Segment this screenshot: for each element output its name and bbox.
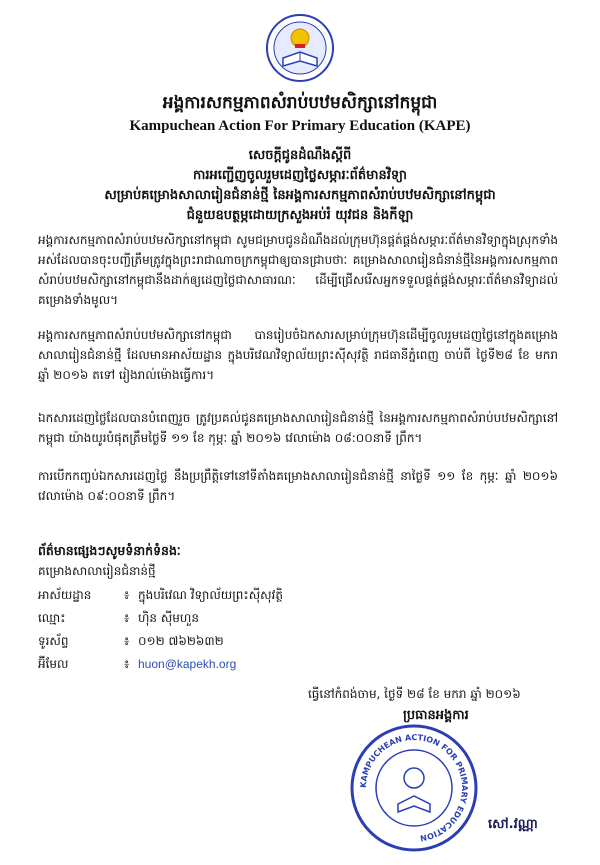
contact-value: ក្នុងបរិវេណ វិទ្យាល័យព្រះស៊ីសុវត្ថិ — [138, 588, 283, 602]
notice-title-line-4: ជំនួយឧបត្ថម្ភដោយក្រសួងអប់រំ យុវជន និងកីឡា — [186, 208, 414, 223]
contact-separator: ៖ — [124, 634, 130, 648]
contact-project-name: គម្រោងសាលារៀនជំនាន់ថ្មី — [38, 564, 156, 578]
org-name-khmer: អង្គការសកម្មភាពសំរាប់បឋមសិក្សានៅកម្ពុជា — [162, 93, 438, 113]
contact-label: ទូរស័ព្ទ — [38, 634, 69, 648]
seal-text: KAMPUCHEAN ACTION FOR PRIMARY EDUCATION — [358, 732, 470, 843]
signature: សៅ.វណ្ណា — [488, 817, 538, 832]
contact-row-email — [38, 654, 236, 674]
notice-title-line-2: ការអញ្ជើញចូលរួមដេញថ្លៃសម្ភារៈព័ត៌មានវិទ្យា — [193, 168, 407, 183]
notice-title-line-1: សេចក្តីជូនដំណឹងស្តីពី — [248, 148, 352, 163]
contact-separator: ៖ — [124, 611, 130, 625]
contact-separator: ៖ — [124, 588, 130, 602]
contact-label: អ៊ីមែល — [38, 657, 69, 671]
contact-value: ហ៊ិន ស៊ីមហួន — [138, 611, 199, 625]
contact-row-phone — [38, 631, 224, 651]
contact-row-name — [38, 608, 199, 628]
notice-title-line-3: សម្រាប់គម្រោងសាលារៀនជំនាន់ថ្មី នៃអង្គការសកម្មភាពសំរាប់បឋមសិក្សានៅកម្ពុជា — [104, 188, 496, 203]
body-paragraph-3: ឯកសារដេញថ្លៃដែលបានបំពេញរួច ត្រូវប្រគល់ជូនគម្រោងសាលារៀនជំនាន់ថ្មី នៃអង្គការសកម្មភាពសំរាប់បឋមសិក្សានៅកម្ពុជា យ៉ាងយូរបំផុតត្រឹមថ្ងៃទី ១១ ខែ កុម្ភៈ ឆ្នាំ ២០១៦ វេលាម៉ោង ០៨:០០នាទី ព្រឹក។ — [38, 411, 558, 445]
kape-logo-icon — [265, 12, 335, 84]
body-paragraph-1: អង្គការសកម្មភាពសំរាប់បឋមសិក្សានៅកម្ពុជា សូមជម្រាបជូនដំណឹងដល់ក្រុមហ៊ុនផ្គត់ផ្គង់សម្ភារៈព័ត៌មានវិទ្យាក្នុងស្រុកទាំងអស់ដែលបានចុះបញ្ជីត្រឹមត្រូវក្នុងព្រះរាជាណាចក្រកម្ពុជាឲ្យបានជ្រាបថាៈ គម្រោងសាលារៀនជំនាន់ថ្មីនៃអង្គការសកម្មភាពសំរាប់បឋមសិក្សានៅកម្ពុជានឹងដាក់ឲ្យដេញថ្លៃជាសាធារណៈ ដើម្បីជ្រើសរើសអ្នកទទួលផ្គត់ផ្គង់សម្ភារៈព័ត៌មានវិទ្យាដល់គម្រោងទាំងមូល។ — [38, 233, 558, 307]
organization-seal-stamp — [348, 722, 480, 854]
contact-heading: ព័ត៌មានផ្សេងៗសូមទំនាក់ទំនងៈ — [38, 543, 181, 558]
org-name-english: Kampuchean Action For Primary Education (KAPE) — [129, 118, 471, 134]
contact-separator: ៖ — [124, 657, 130, 671]
email-link[interactable]: huon@kapekh.org — [138, 657, 237, 671]
body-paragraph-2: អង្គការសកម្មភាពសំរាប់បឋមសិក្សានៅកម្ពុជា បានរៀបចំឯកសារសម្រាប់ក្រុមហ៊ុនដើម្បីចូលរួមដេញថ្លៃនៅក្នុងគម្រោងសាលារៀនជំនាន់ថ្មី ដែលមានអាស័យដ្ឋាន ក្នុងបរិវេណវិទ្យាល័យព្រះស៊ីសុវត្ថិ រាជធានីភ្នំពេញ ចាប់ពី ថ្ងៃទី២៨ ខែ មករា ឆ្នាំ ២០១៦ តទៅ រៀងរាល់ម៉ោងធ្វើការ។ — [38, 328, 558, 382]
director-title: ប្រធានអង្គការ — [403, 708, 469, 723]
contact-label: ឈ្មោះ — [38, 611, 66, 625]
contact-label: អាស័យដ្ឋាន — [38, 588, 92, 602]
contact-value: ០១២ ៧៦២៦៣២ — [138, 634, 224, 648]
body-paragraph-4: ការបើកកញ្ចប់ឯកសារដេញថ្លៃ នឹងប្រព្រឹត្តិទៅនៅទីតាំងគម្រោងសាលារៀនជំនាន់ថ្មី នាថ្ងៃទី ១១ ខែ កុម្ភៈ ឆ្នាំ ២០១៦ វេលាម៉ោង ០៩:០០នាទី ព្រឹក។ — [38, 469, 558, 503]
dateline: ធ្វើនៅកំពង់ចាម, ថ្ងៃទី ២៨ ខែ មករា ឆ្នាំ ២០១៦ — [308, 687, 521, 701]
contact-row-address — [38, 585, 283, 605]
